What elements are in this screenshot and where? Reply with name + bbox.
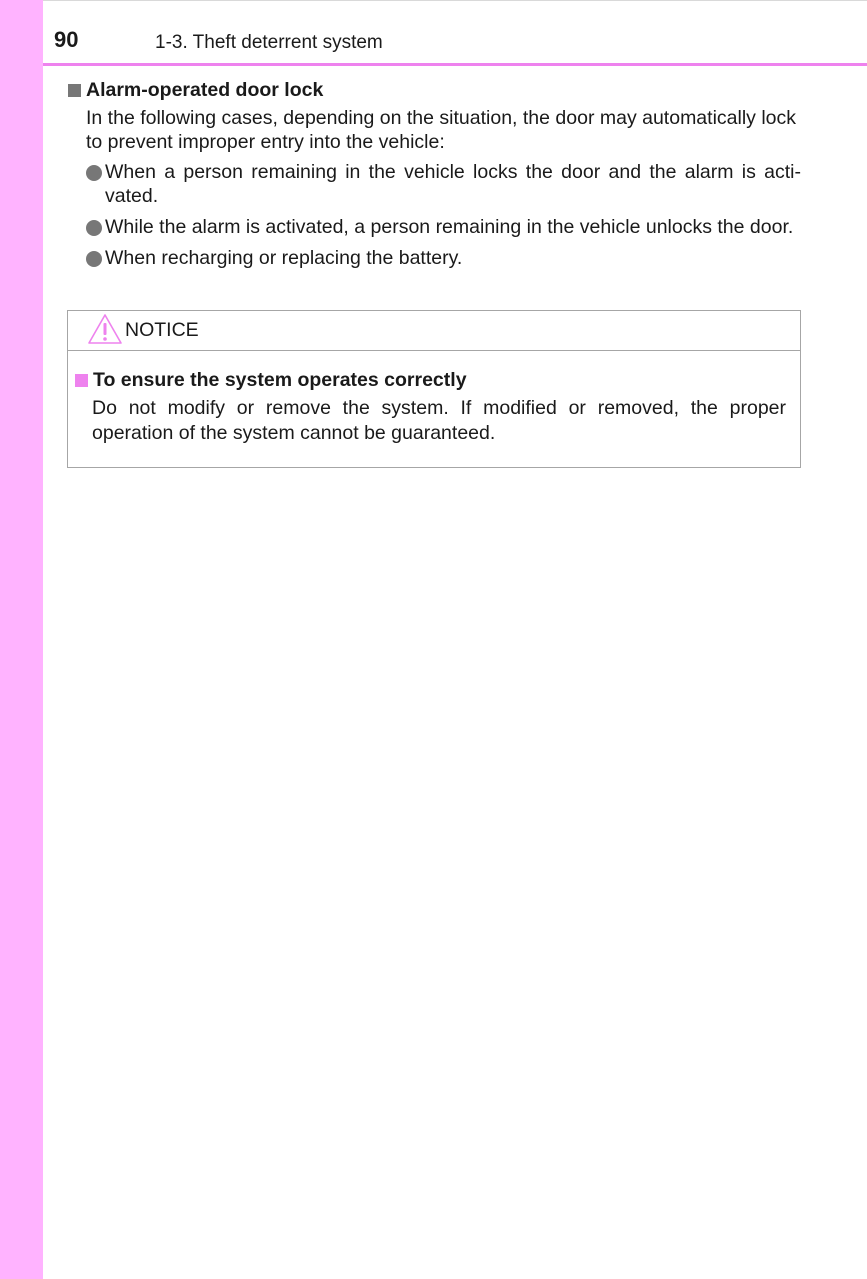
- notice-box: [67, 310, 801, 468]
- page-number: 90: [54, 27, 79, 52]
- notice-body: Do not modify or remove the system. If modified or removed, the proper operation of the system cannot be guaranteed.: [92, 397, 786, 444]
- header-rule: [43, 63, 867, 66]
- list-item-text: When recharging or replacing the battery.: [105, 247, 463, 269]
- notice-title: NOTICE: [125, 319, 199, 341]
- square-bullet-icon: [75, 374, 88, 387]
- list-item: [86, 160, 801, 208]
- section-intro: In the following cases, depending on the situation, the door may automatically lock to prevent improper entry into the vehicle:: [86, 107, 797, 153]
- circle-bullet-icon: [86, 251, 102, 267]
- bullet-list: [86, 160, 801, 277]
- list-item-text: When a person remaining in the vehicle locks the door and the alarm is acti- vated.: [105, 161, 801, 207]
- list-item: [86, 215, 801, 239]
- notice-subheading-text: To ensure the system operates correctly: [93, 369, 467, 391]
- square-bullet-icon: [68, 84, 81, 97]
- warning-triangle-icon: [87, 313, 123, 345]
- side-tab: [0, 0, 43, 1279]
- circle-bullet-icon: [86, 165, 102, 181]
- top-border: [43, 0, 867, 1]
- notice-subheading: [75, 368, 467, 392]
- list-item-text: While the alarm is activated, a person remaining in the vehicle unlocks the door.: [105, 216, 794, 238]
- header-section-title: 1-3. Theft deterrent system: [155, 32, 383, 53]
- section-heading-text: Alarm-operated door lock: [86, 79, 324, 101]
- list-item: [86, 246, 801, 270]
- section-heading: [68, 78, 323, 102]
- circle-bullet-icon: [86, 220, 102, 236]
- notice-header: [68, 311, 800, 351]
